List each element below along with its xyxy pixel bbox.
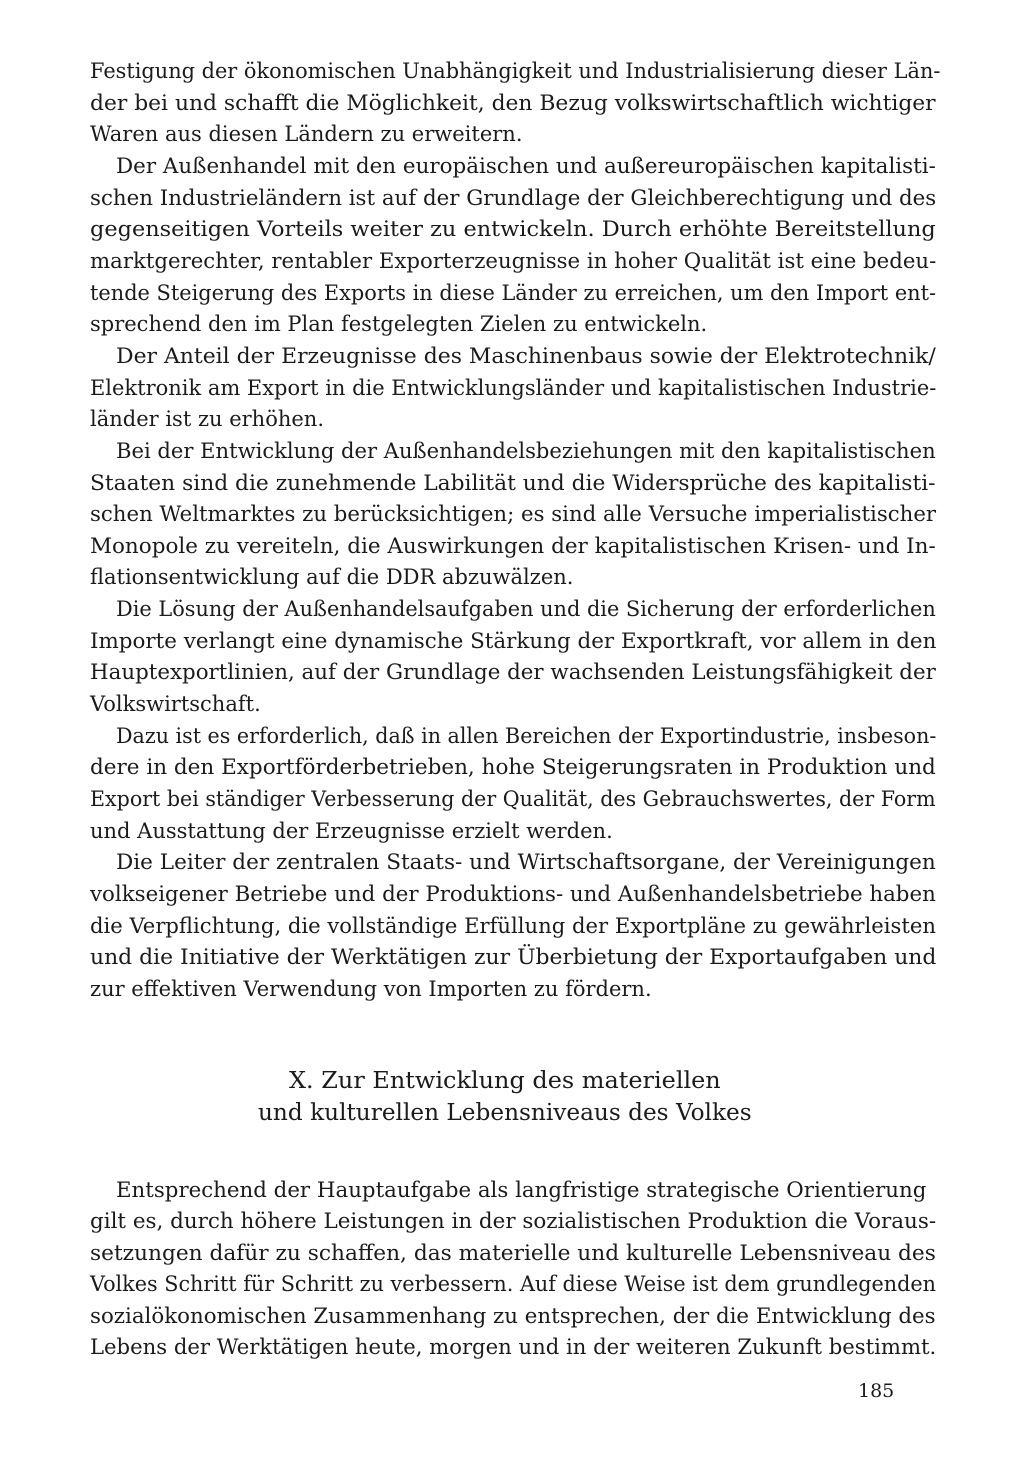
body-text-line: Die Leiter der zentralen Staats- und Wirtschaftsorgane, der Vereinigungen (116, 850, 936, 874)
body-text-line: schen Industrieländern ist auf der Grundlage der Gleichberechtigung und des (90, 186, 937, 210)
body-text-line: Der Anteil der Erzeugnisse des Maschinenbaus sowie der Elektrotechnik/ (116, 344, 936, 368)
body-text-line: Der Außenhandel mit den europäischen und außereuropäischen kapitalisti- (116, 154, 936, 178)
body-text-line: Volkswirtschaft. (90, 692, 261, 716)
body-text-line: Entsprechend der Hauptaufgabe als langfristige strategische Orientierung (116, 1178, 927, 1202)
body-text-line: Importe verlangt eine dynamische Stärkung der Exportkraft, vor allem in den (90, 629, 937, 653)
body-text-line: Monopole zu vereiteln, die Auswirkungen der kapitalistischen Krisen- und In- (90, 534, 936, 558)
body-text-line: dere in den Exportförderbetrieben, hohe Steigerungsraten in Produktion und (90, 755, 936, 779)
body-text-line: volkseigener Betriebe und der Produktions- und Außenhandelsbetriebe haben (90, 882, 936, 906)
body-text-line: und Ausstattung der Erzeugnisse erzielt werden. (90, 819, 613, 843)
body-text-line: Waren aus diesen Ländern zu erweitern. (90, 122, 523, 146)
body-text-line: Staaten sind die zunehmende Labilität und die Widersprüche des kapitalisti- (90, 471, 936, 495)
body-text-line: Festigung der ökonomischen Unabhängigkeit und Industrialisierung dieser Län- (90, 59, 941, 83)
body-text-line: sprechend den im Plan festgelegten Zielen zu entwickeln. (90, 312, 708, 336)
body-text-line: setzungen dafür zu schaffen, das materielle und kulturelle Lebensniveau des (90, 1241, 936, 1265)
page-number: 185 (858, 1380, 895, 1402)
body-text-line: zur effektiven Verwendung von Importen zu fördern. (90, 977, 652, 1001)
body-text-line: tende Steigerung des Exports in diese Länder zu erreichen, um den Import ent- (90, 281, 937, 305)
body-text-line: schen Weltmarktes zu berücksichtigen; es sind alle Versuche imperialistischer (90, 502, 937, 526)
body-text-line: und die Initiative der Werktätigen zur Überbietung der Exportaufgaben und (90, 945, 937, 969)
body-text-line: länder ist zu erhöhen. (90, 407, 325, 431)
body-text-line: Hauptexportlinien, auf der Grundlage der wachsenden Leistungsfähigkeit der (90, 660, 936, 684)
body-text-line: Elektronik am Export in die Entwicklungsländer und kapitalistischen Industrie- (90, 376, 937, 400)
body-text-line: der bei und schafft die Möglichkeit, den Bezug volkswirtschaftlich wichtiger (90, 91, 936, 115)
body-text-line: marktgerechter, rentabler Exporterzeugnisse in hoher Qualität ist eine bedeu- (90, 249, 937, 273)
body-text-line: Volkes Schritt für Schritt zu verbessern. Auf diese Weise ist dem grundlegenden (90, 1272, 937, 1296)
body-text-line: Dazu ist es erforderlich, daß in allen Bereichen der Exportindustrie, insbeson- (116, 724, 937, 748)
body-text-line: sozialökonomischen Zusammenhang zu entsprechen, der die Entwicklung des (90, 1304, 936, 1328)
body-text-line: Bei der Entwicklung der Außenhandelsbeziehungen mit den kapitalistischen (116, 439, 936, 463)
body-text-line: gegenseitigen Vorteils weiter zu entwickeln. Durch erhöhte Bereitstellung (90, 217, 936, 241)
section-heading-line: X. Zur Entwicklung des materiellen (289, 1068, 721, 1094)
section-heading-line: und kulturellen Lebensniveaus des Volkes (258, 1100, 752, 1126)
body-text-line: die Verpflichtung, die vollständige Erfüllung der Exportpläne zu gewährleisten (90, 914, 936, 938)
body-text-line: Lebens der Werktätigen heute, morgen und in der weiteren Zukunft bestimmt. (90, 1335, 937, 1359)
body-text-line: Die Lösung der Außenhandelsaufgaben und die Sicherung der erforderlichen (116, 597, 936, 621)
body-text-line: Export bei ständiger Verbesserung der Qualität, des Gebrauchswertes, der Form (90, 787, 936, 811)
body-text-line: gilt es, durch höhere Leistungen in der sozialistischen Produktion die Voraus- (90, 1209, 937, 1233)
body-text-line: flationsentwicklung auf die DDR abzuwälzen. (90, 565, 574, 589)
